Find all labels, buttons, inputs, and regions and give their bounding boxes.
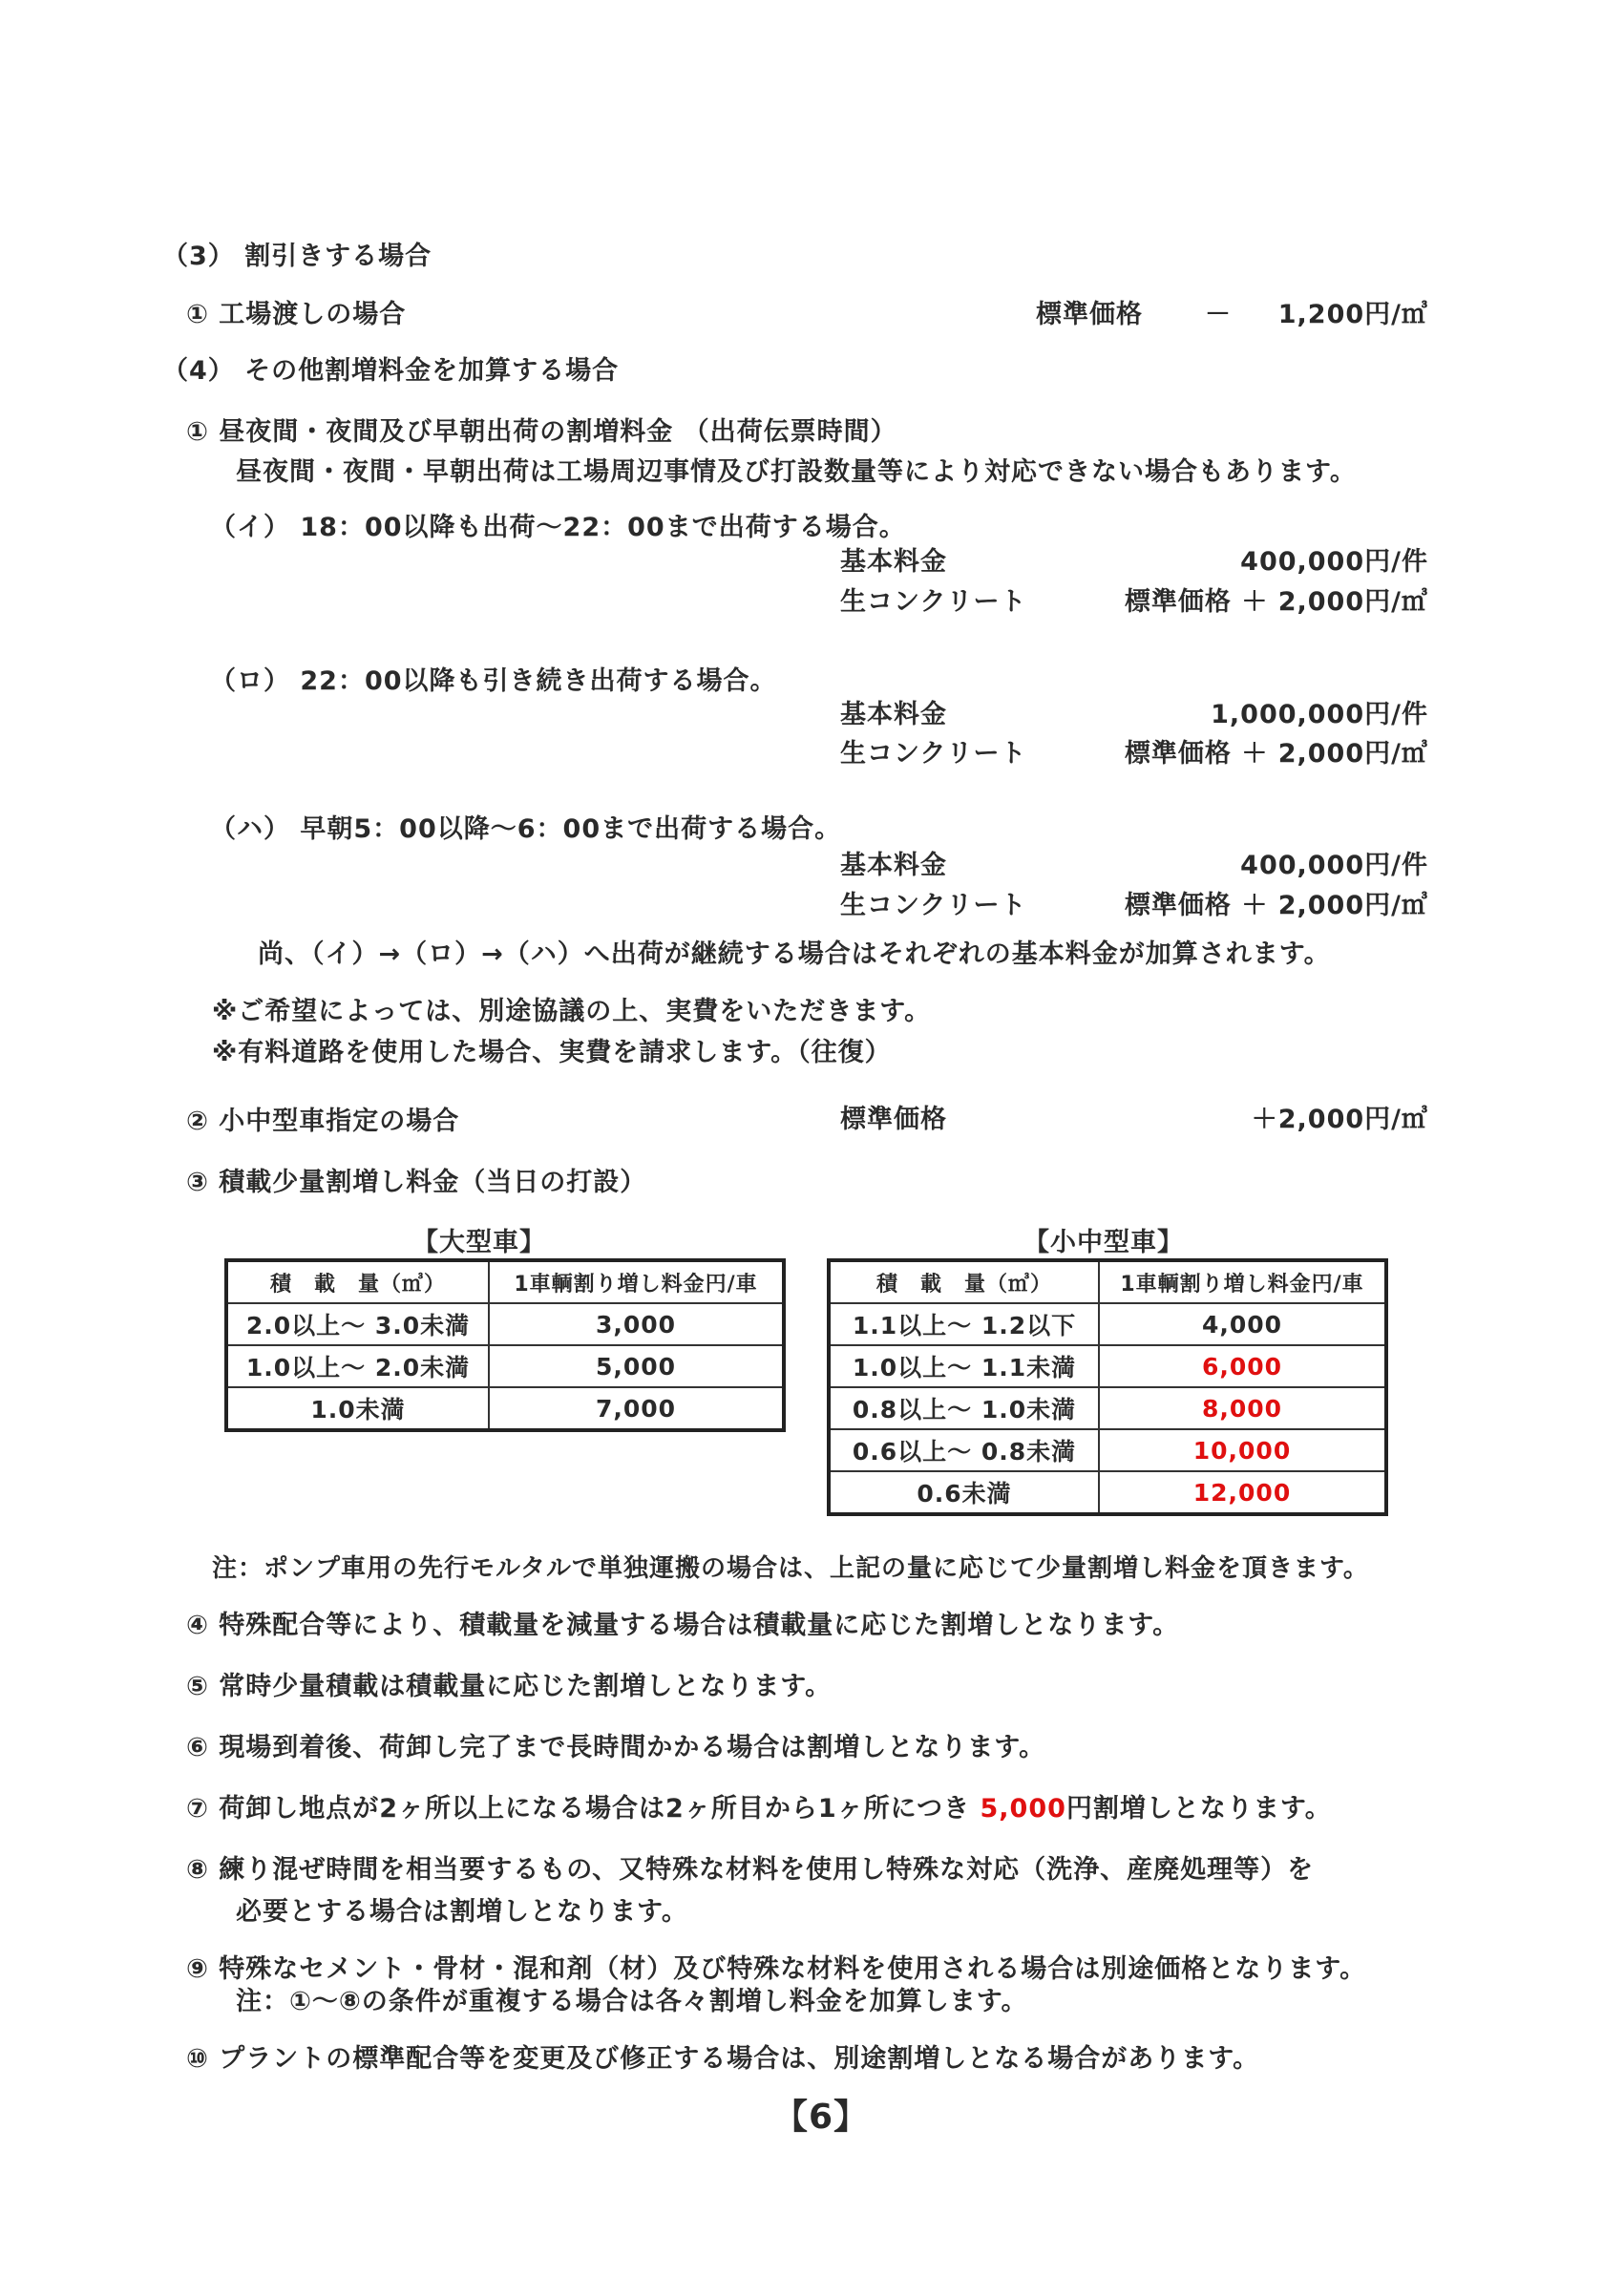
case-i-base-value: 400,000円/件 <box>1240 547 1428 577</box>
case-i-concrete-label: 生コンクリート <box>840 587 1027 617</box>
item-8-line2: 必要とする場合は割増しとなります。 <box>236 1897 688 1927</box>
section-4-heading: （4） その他割増料金を加算する場合 <box>162 356 620 386</box>
case-ha-base-value: 400,000円/件 <box>1240 851 1428 880</box>
case-ha-label: （ハ） 早朝5：00以降～6：00まで出荷する場合。 <box>210 814 842 844</box>
small-truck-table <box>827 1258 1388 1516</box>
item-9-line2: 注：①～⑧の条件が重複する場合は各々割増し料金を加算します。 <box>236 1987 1028 2016</box>
small-truck-price: ＋2,000円/㎥ <box>1251 1105 1428 1134</box>
small-load-surcharge-title: ③ 積載少量割増し料金（当日の打設） <box>186 1168 647 1197</box>
item-9-line1: ⑨ 特殊なセメント・骨材・混和剤（材）及び特殊な材料を使用される場合は別途価格となります。 <box>186 1954 1367 1984</box>
table-row <box>226 1345 784 1387</box>
night-shipping-note: 昼夜間・夜間・早朝出荷は工場周辺事情及び打設数量等により対応できない場合もあります。 <box>236 457 1357 487</box>
column-header: 積 載 量（㎥） <box>829 1260 1099 1303</box>
load-range-cell: 1.0以上～ 2.0未満 <box>226 1345 489 1387</box>
load-range-cell: 0.8以上～ 1.0未満 <box>829 1387 1099 1429</box>
item-10: ⑩ プラントの標準配合等を変更及び修正する場合は、別途割増しとなる場合があります。 <box>186 2044 1260 2074</box>
small-truck-caption: 【小中型車】 <box>1023 1228 1184 1257</box>
item-4: ④ 特殊配合等により、積載量を減量する場合は積載量に応じた割増しとなります。 <box>186 1611 1180 1640</box>
large-truck-table <box>224 1258 786 1432</box>
factory-pickup-dash: － <box>1205 300 1232 329</box>
load-range-cell: 1.1以上～ 1.2以下 <box>829 1303 1099 1345</box>
case-ha-base-label: 基本料金 <box>840 851 947 880</box>
case-ro-base-value: 1,000,000円/件 <box>1211 700 1428 729</box>
surcharge-cell: 4,000 <box>1099 1303 1386 1345</box>
factory-pickup-price-label: 標準価格 <box>1036 300 1143 329</box>
surcharge-cell: 8,000 <box>1099 1387 1386 1429</box>
table-row <box>829 1345 1386 1387</box>
night-shipping-title: ① 昼夜間・夜間及び早朝出荷の割増料金 （出荷伝票時間） <box>186 417 897 447</box>
surcharge-cell: 5,000 <box>489 1345 784 1387</box>
section-3-heading: （3） 割引きする場合 <box>162 242 432 271</box>
factory-pickup-label: ① 工場渡しの場合 <box>186 300 407 329</box>
factory-pickup-price: 1,200円/㎥ <box>1277 300 1428 329</box>
case-ha-concrete-value: 標準価格 ＋ 2,000円/㎥ <box>1124 891 1428 920</box>
item-7 <box>186 1793 1332 1825</box>
table-row <box>829 1387 1386 1429</box>
table-row <box>226 1387 784 1430</box>
large-truck-caption: 【大型車】 <box>412 1228 546 1257</box>
surcharge-cell: 6,000 <box>1099 1345 1386 1387</box>
surcharge-cell: 3,000 <box>489 1303 784 1345</box>
item-6: ⑥ 現場到着後、荷卸し完了まで長時間かかる場合は割増しとなります。 <box>186 1733 1046 1762</box>
column-header: 1車輌割り増し料金円/車 <box>489 1260 784 1303</box>
case-ro-label: （ロ） 22：00以降も引き続き出荷する場合。 <box>210 666 777 696</box>
small-truck-price-label: 標準価格 <box>840 1105 947 1134</box>
load-range-cell: 1.0以上～ 1.1未満 <box>829 1345 1099 1387</box>
surcharge-cell: 10,000 <box>1099 1429 1386 1471</box>
case-i-base-label: 基本料金 <box>840 547 947 577</box>
column-header: 積 載 量（㎥） <box>226 1260 489 1303</box>
load-range-cell: 2.0以上～ 3.0未満 <box>226 1303 489 1345</box>
continue-note: 尚、（イ）→（ロ）→（ハ）へ出荷が継続する場合はそれぞれの基本料金が加算されます。 <box>258 939 1331 969</box>
table-row <box>829 1471 1386 1514</box>
load-range-cell: 0.6以上～ 0.8未満 <box>829 1429 1099 1471</box>
page-number: 【6】 <box>773 2098 870 2137</box>
item-8-line1: ⑧ 練り混ぜ時間を相当要するもの、又特殊な材料を使用し特殊な対応（洗浄、産廃処理等）を <box>186 1855 1315 1885</box>
load-range-cell: 0.6未満 <box>829 1471 1099 1514</box>
case-ha-concrete-label: 生コンクリート <box>840 891 1027 920</box>
table-row <box>829 1429 1386 1471</box>
item-7-text: ⑦ 荷卸し地点が2ヶ所以上になる場合は2ヶ所目から1ヶ所につき <box>186 1794 971 1824</box>
item-7-suffix: 円割増しとなります。 <box>1065 1794 1332 1824</box>
case-ro-base-label: 基本料金 <box>840 700 947 729</box>
surcharge-cell: 7,000 <box>489 1387 784 1430</box>
table-row <box>226 1303 784 1345</box>
request-note: ※ご希望によっては、別途協議の上、実費をいただきます。 <box>212 997 932 1026</box>
load-range-cell: 1.0未満 <box>226 1387 489 1430</box>
table-row <box>829 1303 1386 1345</box>
item-5: ⑤ 常時少量積載は積載量に応じた割増しとなります。 <box>186 1672 833 1701</box>
toll-note: ※有料道路を使用した場合、実費を請求します。（往復） <box>212 1038 892 1067</box>
item-7-amount: 5,000 <box>980 1794 1066 1824</box>
surcharge-cell: 12,000 <box>1099 1471 1386 1514</box>
column-header: 1車輌割り増し料金円/車 <box>1099 1260 1386 1303</box>
case-i-concrete-value: 標準価格 ＋ 2,000円/㎥ <box>1124 587 1428 617</box>
case-ro-concrete-value: 標準価格 ＋ 2,000円/㎥ <box>1124 739 1428 769</box>
pump-note: 注：ポンプ車用の先行モルタルで単独運搬の場合は、上記の量に応じて少量割増し料金を頂きます。 <box>212 1554 1369 1583</box>
small-truck-label: ② 小中型車指定の場合 <box>186 1107 460 1136</box>
case-ro-concrete-label: 生コンクリート <box>840 739 1027 769</box>
case-i-label: （イ） 18：00以降も出荷～22：00まで出荷する場合。 <box>210 513 906 542</box>
